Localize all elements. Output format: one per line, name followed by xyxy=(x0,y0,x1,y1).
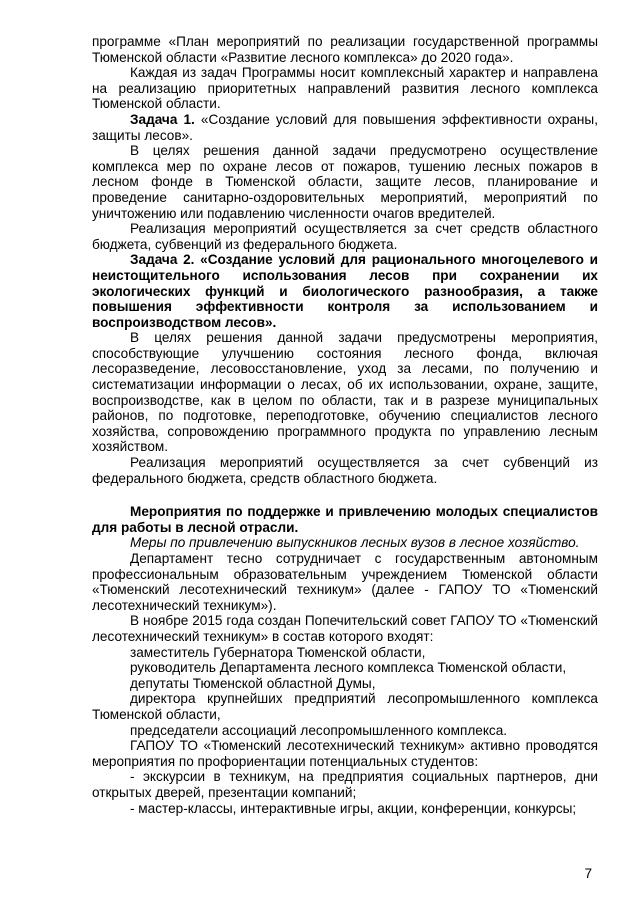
paragraph-task-1-measures: В целях решения данной задачи предусмотрено осуществление комплекса мер по охране лесов от пожаров, тушению лесных пожаров в лесном фонде в Тюменской области, защите лесов, планирование и проведение санитарно-оздоровительных мероприятий, мероприятий по уничтожению или подавлению численности очагов вредителей. xyxy=(92,143,598,221)
paragraph-task-1 xyxy=(92,112,598,143)
document-page xyxy=(92,34,598,816)
paragraph-spacer xyxy=(92,486,598,504)
section-subheading: Меры по привлечению выпускников лесных вузов в лесное хозяйство. xyxy=(130,535,580,551)
paragraph-department-cooperation: Департамент тесно сотрудничает с государственным автономным профессиональным образовательным учреждением Тюменской области «Тюменский лесотехнический техникум» (далее - ГАПОУ ТО «Тюменский лесотехнический техникум»). xyxy=(92,551,598,613)
paragraph-tasks-overview: Каждая из задач Программы носит комплексный характер и направлена на реализацию приоритетных направлений развития лесного комплекса Тюменской области. xyxy=(92,65,598,112)
section-heading: Мероприятия по поддержке и привлечению молодых специалистов для работы в лесной отрасли. xyxy=(92,504,598,535)
task-2-text: «Создание условий для рационального многоцелевого и неистощительного использования лесов при сохранении их экологических функций и биологического разнообразия, а также повышения эффективности контроля за использованием и воспроизводством лесов». xyxy=(92,252,598,330)
paragraph-program-plan: программе «План мероприятий по реализации государственной программы Тюменской области «Развитие лесного комплекса» до 2020 года». xyxy=(92,34,598,65)
board-member-5: председатели ассоциаций лесопромышленного комплекса. xyxy=(130,722,508,738)
board-member-1: заместитель Губернатора Тюменской области, xyxy=(130,644,426,660)
board-member-3: депутаты Тюменской областной Думы, xyxy=(130,675,376,691)
paragraph-task-2 xyxy=(92,252,598,330)
list-item-master-classes: - мастер-классы, интерактивные игры, акции, конференции, конкурсы; xyxy=(130,800,577,816)
paragraph-task-1-funding: Реализация мероприятий осуществляется за счет средств областного бюджета, субвенций из федерального бюджета. xyxy=(92,221,598,252)
board-member-2: руководитель Департамента лесного комплекса Тюменской области, xyxy=(130,660,567,676)
paragraph-career-guidance: ГАПОУ ТО «Тюменский лесотехнический техникум» активно проводятся мероприятия по профориентации потенциальных студентов: xyxy=(92,738,598,769)
paragraph-board-created: В ноябре 2015 года создан Попечительский совет ГАПОУ ТО «Тюменский лесотехнический техникум» в состав которого входят: xyxy=(92,613,598,644)
task-2-label: Задача 2. xyxy=(130,252,195,268)
task-1-label: Задача 1. xyxy=(130,111,195,127)
task-1-text: «Создание условий для повышения эффективности охраны, защиты лесов». xyxy=(92,111,598,143)
paragraph-task-2-funding: Реализация мероприятий осуществляется за счет субвенций из федерального бюджета, средств областного бюджета. xyxy=(92,455,598,486)
board-member-4: директора крупнейших предприятий лесопромышленного комплекса Тюменской области, xyxy=(92,691,598,722)
list-item-excursions: - экскурсии в техникум, на предприятия социальных партнеров, дни открытых дверей, презентации компаний; xyxy=(92,769,598,800)
paragraph-task-2-measures: В целях решения данной задачи предусмотрены мероприятия, способствующие улучшению состояния лесного фонда, включая лесоразведение, лесовосстановление, уход за лесами, по получению и систематизации информации о лесах, об их использовании, охране, защите, воспроизводстве, как в целом по области, так и в разрезе муниципальных районов, по подготовке, переподготовке, обучению специалистов лесного хозяйства, сопровождению программного продукта по управлению лесным хозяйством. xyxy=(92,330,598,455)
page-number: 7 xyxy=(584,866,592,881)
